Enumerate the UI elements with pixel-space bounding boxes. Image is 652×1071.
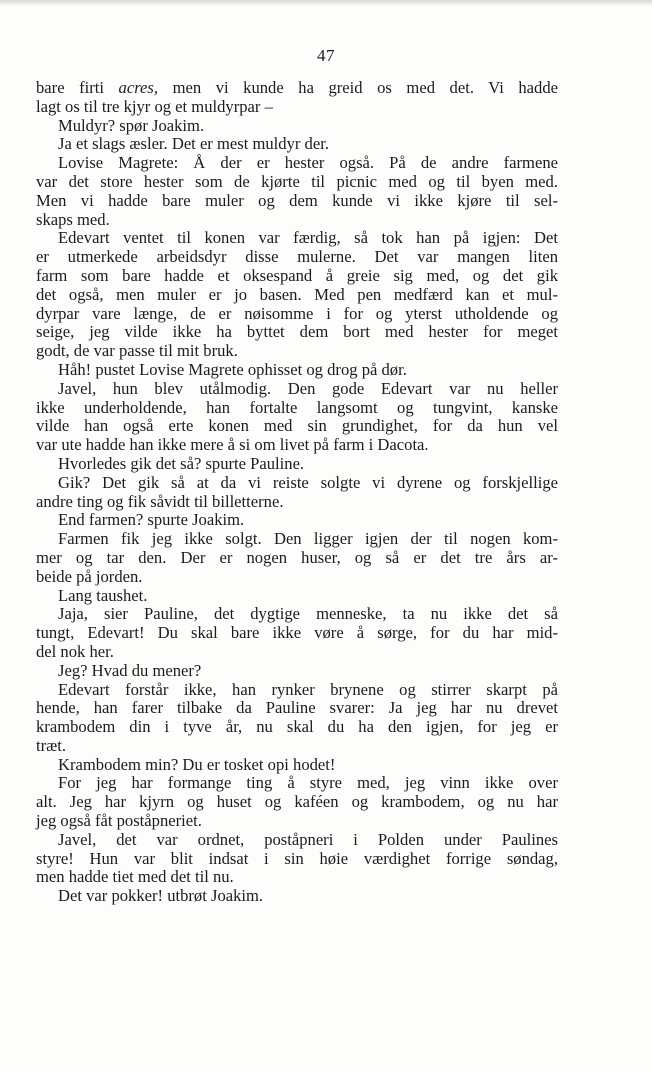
text-line: Det var pokker! utbrøt Joakim.	[58, 886, 264, 906]
text-line: skaps med.	[36, 209, 110, 229]
text-line: Håh! pustet Lovise Magrete ophisset og drog på dør.	[58, 359, 407, 379]
text-line: krambodem din i tyve år, nu skal du ha den igjen, for jeg er	[36, 717, 558, 737]
text-line: Lang taushet.	[58, 585, 148, 605]
text-line: Javel, det var ordnet, poståpneri i Polden under Paulines	[58, 829, 558, 849]
page-number: 47	[317, 46, 335, 65]
text-line: ikke underholdende, han fortalte langsomt og tungvint, kanske	[36, 397, 558, 417]
text-line: Ja et slags æsler. Det er mest muldyr der.	[58, 134, 329, 154]
text-line: andre ting og fik såvidt til billetterne.	[36, 491, 284, 511]
text-line: Hvorledes gik det så? spurte Pauline.	[58, 453, 305, 473]
text-line: Jeg? Hvad du mener?	[58, 660, 202, 680]
text-line: styre! Hun var blit indsat i sin høie værdighet forrige søndag,	[36, 848, 558, 868]
text-line: var det store hester som de kjørte til picnic med og til byen med.	[36, 171, 558, 191]
text-line: Edevart forstår ikke, han rynker brynene og stirrer skarpt på	[58, 679, 558, 699]
text-line: tungt, Edevart! Du skal bare ikke vøre å sørge, for du har mid-	[36, 623, 558, 643]
italic-word: acres,	[118, 78, 159, 97]
text-line: alt. Jeg har kjyrn og huset og kaféen og krambodem, og nu har	[36, 792, 558, 812]
text-line: Edevart ventet til konen var færdig, så tok han på igjen: Det	[58, 228, 558, 248]
text-line: Gik? Det gik så at da vi reiste solgte vi dyrene og forskjellige	[58, 472, 558, 492]
text-line: del nok her.	[36, 641, 114, 661]
text-line: var ute hadde han ikke mere å si om livet på farm i Dacota.	[36, 435, 429, 455]
text-line: farm som bare hadde et oksespand å greie sig med, og det gik	[36, 265, 558, 285]
body-text	[36, 79, 558, 906]
text-line	[36, 79, 558, 98]
text-line: Jaja, sier Pauline, det dygtige menneske, ta nu ikke det så	[58, 604, 558, 624]
text-line: vilde han også erte konen med sin grundighet, for da hun vel	[36, 416, 558, 436]
text-line: lagt os til tre kjyr og et muldyrpar –	[36, 96, 273, 116]
text-line: Krambodem min? Du er tosket opi hodet!	[58, 754, 336, 774]
text-line: godt, de var passe til mit bruk.	[36, 341, 238, 361]
text-segment: men vi kunde ha greid os med det. Vi hadde	[158, 78, 558, 97]
text-segment: bare firti	[36, 78, 119, 97]
text-line: dyrpar vare længe, de er nøisomme i for og yterst utholdende og	[36, 303, 558, 323]
text-line: Lovise Magrete: Å der er hester også. På de andre farmene	[58, 153, 558, 173]
text-line: hende, han farer tilbake da Pauline svarer: Ja jeg har nu drevet	[36, 698, 558, 718]
text-line: Men vi hadde bare muler og dem kunde vi ikke kjøre til sel-	[36, 190, 558, 210]
text-line: seige, jeg vilde ikke ha byttet dem bort med hester for meget	[36, 322, 558, 342]
text-line: End farmen? spurte Joakim.	[58, 510, 245, 530]
text-line: træt.	[36, 735, 66, 755]
text-line: Javel, hun blev utålmodig. Den gode Edevart var nu heller	[58, 378, 558, 398]
text-line: For jeg har formange ting å styre med, jeg vinn ikke over	[58, 773, 558, 793]
text-line: er utmerkede arbeidsdyr disse mulerne. Det var mangen liten	[36, 247, 558, 267]
text-line: jeg også fåt poståpneriet.	[36, 811, 202, 831]
text-line: mer og tar den. Der er nogen huser, og så er det tre års ar-	[36, 547, 558, 567]
text-line: beide på jorden.	[36, 566, 143, 586]
text-line: Farmen fik jeg ikke solgt. Den ligger igjen der til nogen kom-	[58, 529, 558, 549]
text-line: Muldyr? spør Joakim.	[58, 115, 205, 135]
text-line: men hadde tiet med det til nu.	[36, 867, 234, 887]
text-line: det også, men muler er jo basen. Med pen medfærd kan et mul-	[36, 284, 558, 304]
